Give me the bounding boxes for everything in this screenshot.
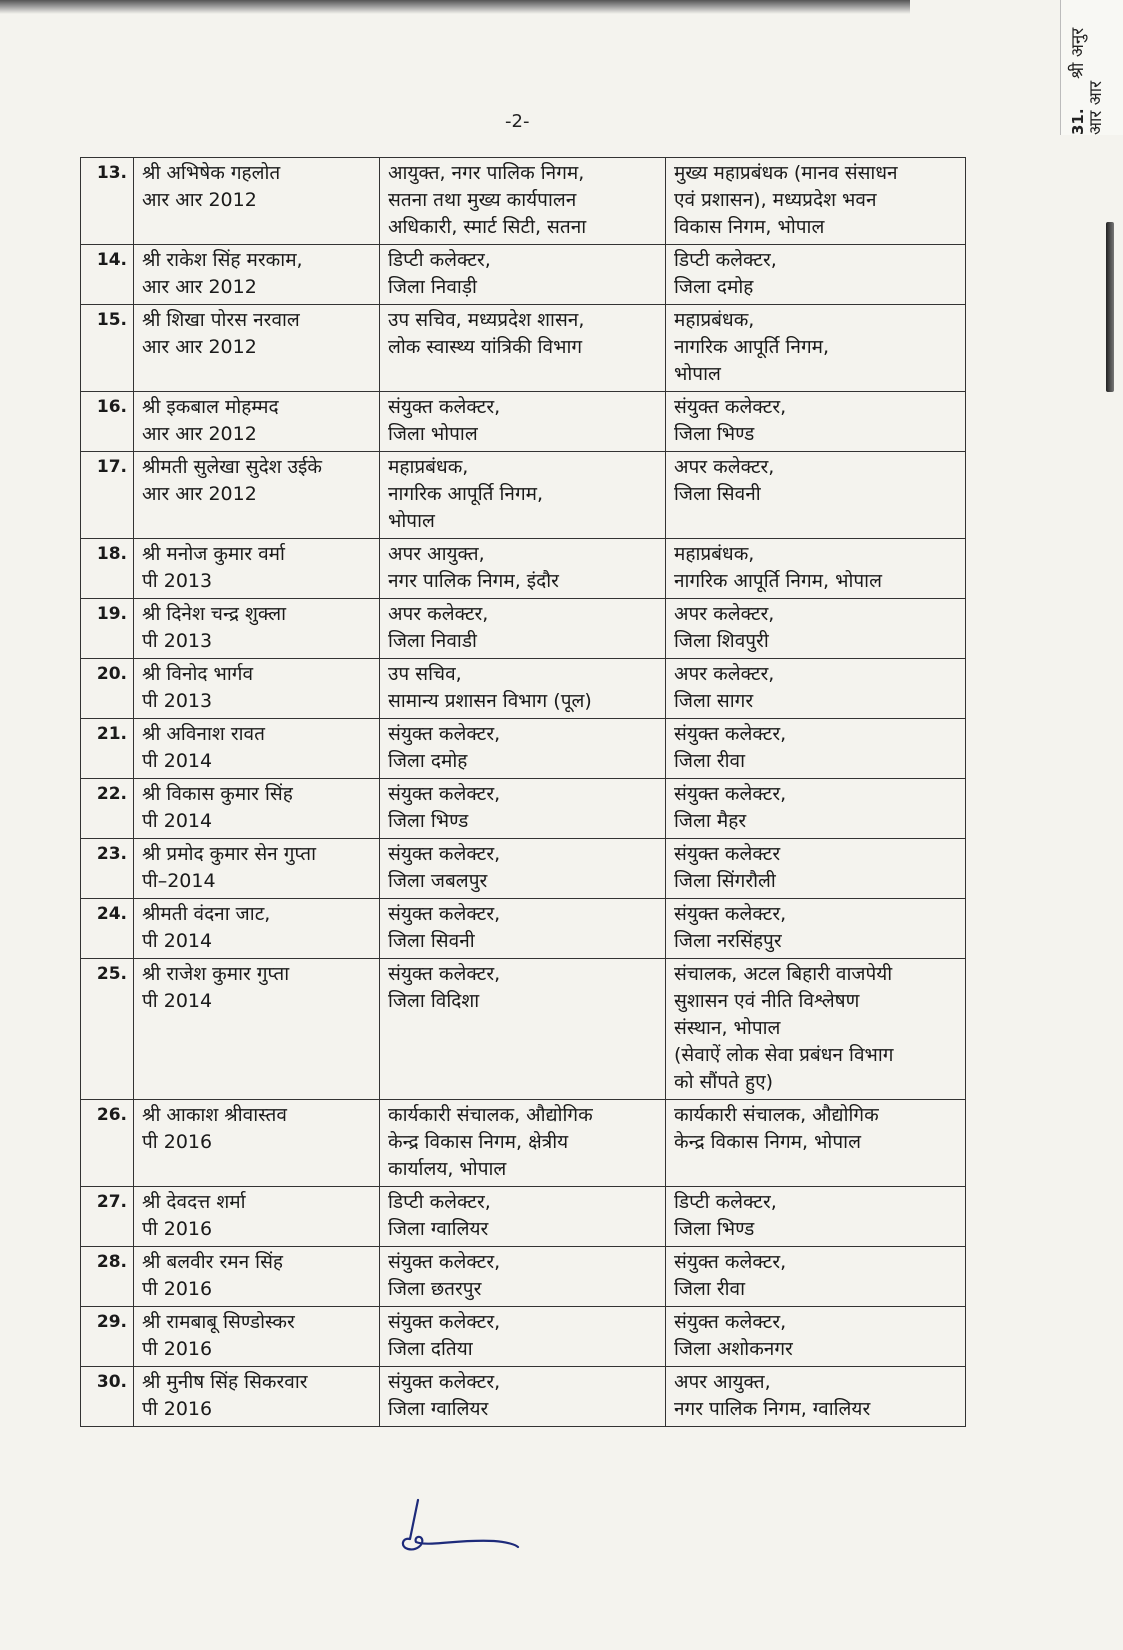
serial-number: 20. [81, 659, 134, 719]
officer-batch: पी 2014 [142, 930, 213, 952]
serial-number: 13. [81, 158, 134, 245]
current-posting-line: अपर आयुक्त, [388, 543, 485, 565]
current-posting-line: जिला ग्वालियर [388, 1218, 489, 1240]
officer-batch: पी 2014 [142, 810, 213, 832]
new-posting-line: जिला मैहर [674, 810, 747, 832]
new-posting-line: संयुक्त कलेक्टर, [674, 1251, 787, 1273]
officer-cell [134, 659, 380, 719]
serial-number: 14. [81, 245, 134, 305]
new-posting-line: जिला रीवा [674, 750, 746, 772]
officer-name: श्रीमती सुलेखा सुदेश उईके [142, 456, 322, 478]
officer-name: श्री राजेश कुमार गुप्ता [142, 963, 290, 985]
new-posting-cell [666, 245, 966, 305]
new-posting-line: संस्थान, भोपाल [674, 1017, 781, 1039]
table-row [81, 1100, 966, 1187]
current-posting-line: उप सचिव, [388, 663, 462, 685]
officer-batch: पी 2016 [142, 1131, 213, 1153]
new-posting-cell [666, 1100, 966, 1187]
officer-batch: पी 2014 [142, 990, 213, 1012]
new-posting-line: को सौंपते हुए) [674, 1071, 773, 1093]
new-posting-line: जिला भिण्ड [674, 1218, 755, 1240]
new-posting-line: संचालक, अटल बिहारी वाजपेयी [674, 963, 893, 985]
officer-batch: पी 2016 [142, 1398, 213, 1420]
officer-name: श्री इकबाल मोहम्मद [142, 396, 279, 418]
new-posting-line: महाप्रबंधक, [674, 543, 755, 565]
officer-batch: आर आर 2012 [142, 276, 257, 298]
new-posting-line: जिला शिवपुरी [674, 630, 769, 652]
serial-number: 26. [81, 1100, 134, 1187]
new-posting-line: सुशासन एवं नीति विश्लेषण [674, 990, 860, 1012]
current-posting-cell [380, 1307, 666, 1367]
adjacent-page-line1: श्री अनुर [1068, 27, 1088, 80]
current-posting-line: संयुक्त कलेक्टर, [388, 843, 501, 865]
officer-batch: आर आर 2012 [142, 336, 257, 358]
serial-number: 19. [81, 599, 134, 659]
current-posting-line: कार्यकारी संचालक, औद्योगिक [388, 1104, 593, 1126]
new-posting-line: मुख्य महाप्रबंधक (मानव संसाधन [674, 162, 898, 184]
new-posting-cell [666, 659, 966, 719]
new-posting-cell [666, 158, 966, 245]
new-posting-line: जिला सिंगरौली [674, 870, 776, 892]
officer-cell [134, 1307, 380, 1367]
officer-cell [134, 1187, 380, 1247]
table-row [81, 959, 966, 1100]
officer-name: श्री देवदत्त शर्मा [142, 1191, 246, 1213]
current-posting-cell [380, 452, 666, 539]
serial-number: 29. [81, 1307, 134, 1367]
new-posting-cell [666, 1307, 966, 1367]
officer-batch: आर आर 2012 [142, 189, 257, 211]
current-posting-cell [380, 1247, 666, 1307]
serial-number: 15. [81, 305, 134, 392]
officer-cell [134, 719, 380, 779]
officer-name: श्री आकाश श्रीवास्तव [142, 1104, 287, 1126]
serial-number: 24. [81, 899, 134, 959]
current-posting-line: नागरिक आपूर्ति निगम, [388, 483, 544, 505]
current-posting-line: डिप्टी कलेक्टर, [388, 1191, 491, 1213]
table-row [81, 779, 966, 839]
table-row [81, 659, 966, 719]
officer-batch: पी 2014 [142, 750, 213, 772]
table-row [81, 158, 966, 245]
current-posting-line: जिला निवाडी [388, 630, 477, 652]
current-posting-line: जिला ग्वालियर [388, 1398, 489, 1420]
officer-batch: पी–2014 [142, 870, 216, 892]
table-row [81, 719, 966, 779]
signature-icon [398, 1495, 528, 1555]
current-posting-cell [380, 599, 666, 659]
new-posting-line: जिला अशोकनगर [674, 1338, 793, 1360]
current-posting-cell [380, 245, 666, 305]
table-row [81, 1367, 966, 1427]
officer-cell [134, 959, 380, 1100]
new-posting-line: (सेवाऐं लोक सेवा प्रबंधन विभाग [674, 1044, 894, 1066]
current-posting-line: जिला भोपाल [388, 423, 478, 445]
new-posting-cell [666, 305, 966, 392]
adjacent-page-serial: 31. [1069, 108, 1087, 135]
officer-name: श्री अभिषेक गहलोत [142, 162, 281, 184]
officer-cell [134, 305, 380, 392]
new-posting-line: संयुक्त कलेक्टर, [674, 903, 787, 925]
table-row [81, 452, 966, 539]
new-posting-line: संयुक्त कलेक्टर, [674, 783, 787, 805]
officer-cell [134, 599, 380, 659]
officer-batch: आर आर 2012 [142, 483, 257, 505]
new-posting-line: जिला भिण्ड [674, 423, 755, 445]
current-posting-cell [380, 839, 666, 899]
new-posting-cell [666, 959, 966, 1100]
new-posting-cell [666, 539, 966, 599]
officer-batch: पी 2016 [142, 1278, 213, 1300]
new-posting-line: संयुक्त कलेक्टर [674, 843, 781, 865]
current-posting-line: संयुक्त कलेक्टर, [388, 783, 501, 805]
new-posting-line: संयुक्त कलेक्टर, [674, 1311, 787, 1333]
new-posting-line: अपर आयुक्त, [674, 1371, 771, 1393]
officer-name: श्री राकेश सिंह मरकाम, [142, 249, 303, 271]
new-posting-cell [666, 839, 966, 899]
transfer-table-body [81, 158, 966, 1427]
new-posting-cell [666, 719, 966, 779]
new-posting-cell [666, 779, 966, 839]
current-posting-cell [380, 1367, 666, 1427]
officer-name: श्री शिखा पोरस नरवाल [142, 309, 300, 331]
serial-number: 25. [81, 959, 134, 1100]
scan-edge-shadow [1106, 222, 1114, 392]
serial-number: 30. [81, 1367, 134, 1427]
new-posting-line: भोपाल [674, 363, 721, 385]
page-number: -2- [505, 111, 530, 132]
officer-cell [134, 1100, 380, 1187]
serial-number: 17. [81, 452, 134, 539]
current-posting-line: जिला निवाड़ी [388, 276, 477, 298]
officer-name: श्री रामबाबू सिण्डोस्कर [142, 1311, 295, 1333]
current-posting-cell [380, 305, 666, 392]
new-posting-line: जिला नरसिंहपुर [674, 930, 782, 952]
serial-number: 22. [81, 779, 134, 839]
current-posting-line: महाप्रबंधक, [388, 456, 469, 478]
current-posting-line: संयुक्त कलेक्टर, [388, 1371, 501, 1393]
new-posting-line: नगर पालिक निगम, ग्वालियर [674, 1398, 871, 1420]
officer-name: श्रीमती वंदना जाट, [142, 903, 271, 925]
adjacent-page-fragment [1060, 0, 1123, 135]
current-posting-cell [380, 959, 666, 1100]
officer-cell [134, 245, 380, 305]
new-posting-cell [666, 1187, 966, 1247]
officer-cell [134, 1367, 380, 1427]
serial-number: 16. [81, 392, 134, 452]
current-posting-cell [380, 1100, 666, 1187]
current-posting-line: जिला जबलपुर [388, 870, 488, 892]
current-posting-line: संयुक्त कलेक्टर, [388, 1311, 501, 1333]
table-row [81, 1247, 966, 1307]
new-posting-line: एवं प्रशासन), मध्यप्रदेश भवन [674, 189, 877, 211]
table-row [81, 899, 966, 959]
new-posting-line: जिला सिवनी [674, 483, 761, 505]
officer-name: श्री विकास कुमार सिंह [142, 783, 293, 805]
current-posting-cell [380, 1187, 666, 1247]
current-posting-line: जिला विदिशा [388, 990, 480, 1012]
new-posting-line: संयुक्त कलेक्टर, [674, 396, 787, 418]
officer-cell [134, 1247, 380, 1307]
serial-number: 27. [81, 1187, 134, 1247]
new-posting-line: अपर कलेक्टर, [674, 603, 775, 625]
scan-shadow [0, 0, 910, 14]
current-posting-cell [380, 392, 666, 452]
serial-number: 28. [81, 1247, 134, 1307]
officer-name: श्री दिनेश चन्द्र शुक्ला [142, 603, 287, 625]
current-posting-line: संयुक्त कलेक्टर, [388, 903, 501, 925]
table-row [81, 305, 966, 392]
table-row [81, 1187, 966, 1247]
officer-cell [134, 899, 380, 959]
officer-cell [134, 539, 380, 599]
officer-name: श्री बलवीर रमन सिंह [142, 1251, 284, 1273]
current-posting-line: सतना तथा मुख्य कार्यपालन [388, 189, 577, 211]
new-posting-line: नागरिक आपूर्ति निगम, भोपाल [674, 570, 882, 592]
current-posting-line: संयुक्त कलेक्टर, [388, 723, 501, 745]
officer-name: श्री विनोद भार्गव [142, 663, 254, 685]
new-posting-cell [666, 392, 966, 452]
new-posting-line: संयुक्त कलेक्टर, [674, 723, 787, 745]
current-posting-line: आयुक्त, नगर पालिक निगम, [388, 162, 585, 184]
new-posting-line: जिला रीवा [674, 1278, 746, 1300]
officer-cell [134, 839, 380, 899]
adjacent-page-line2: आर आर [1086, 80, 1106, 135]
adjacent-page-text [1069, 0, 1123, 135]
new-posting-cell [666, 899, 966, 959]
new-posting-line: केन्द्र विकास निगम, भोपाल [674, 1131, 861, 1153]
current-posting-line: नगर पालिक निगम, इंदौर [388, 570, 559, 592]
officer-cell [134, 392, 380, 452]
current-posting-cell [380, 779, 666, 839]
current-posting-line: संयुक्त कलेक्टर, [388, 1251, 501, 1273]
officer-cell [134, 779, 380, 839]
officer-name: श्री अविनाश रावत [142, 723, 265, 745]
new-posting-line: विकास निगम, भोपाल [674, 216, 825, 238]
table-row [81, 1307, 966, 1367]
current-posting-line: डिप्टी कलेक्टर, [388, 249, 491, 271]
current-posting-cell [380, 539, 666, 599]
current-posting-cell [380, 158, 666, 245]
current-posting-line: कार्यालय, भोपाल [388, 1158, 507, 1180]
current-posting-line: जिला दतिया [388, 1338, 473, 1360]
table-row [81, 839, 966, 899]
new-posting-cell [666, 452, 966, 539]
new-posting-cell [666, 599, 966, 659]
current-posting-line: अपर कलेक्टर, [388, 603, 489, 625]
current-posting-line: जिला भिण्ड [388, 810, 469, 832]
new-posting-line: महाप्रबंधक, [674, 309, 755, 331]
current-posting-line: भोपाल [388, 510, 435, 532]
current-posting-line: जिला सिवनी [388, 930, 475, 952]
new-posting-line: जिला सागर [674, 690, 754, 712]
new-posting-cell [666, 1247, 966, 1307]
officer-batch: पी 2016 [142, 1218, 213, 1240]
officer-cell [134, 452, 380, 539]
officer-batch: पी 2013 [142, 570, 213, 592]
current-posting-line: उप सचिव, मध्यप्रदेश शासन, [388, 309, 585, 331]
current-posting-line: लोक स्वास्थ्य यांत्रिकी विभाग [388, 336, 583, 358]
current-posting-cell [380, 899, 666, 959]
officer-name: श्री प्रमोद कुमार सेन गुप्ता [142, 843, 317, 865]
current-posting-line: अधिकारी, स्मार्ट सिटी, सतना [388, 216, 587, 238]
serial-number: 21. [81, 719, 134, 779]
current-posting-line: संयुक्त कलेक्टर, [388, 396, 501, 418]
new-posting-line: नागरिक आपूर्ति निगम, [674, 336, 830, 358]
current-posting-line: सामान्य प्रशासन विभाग (पूल) [388, 690, 592, 712]
officer-name: श्री मनोज कुमार वर्मा [142, 543, 285, 565]
table-row [81, 599, 966, 659]
officer-batch: आर आर 2012 [142, 423, 257, 445]
officer-cell [134, 158, 380, 245]
current-posting-line: संयुक्त कलेक्टर, [388, 963, 501, 985]
current-posting-line: केन्द्र विकास निगम, क्षेत्रीय [388, 1131, 569, 1153]
current-posting-line: जिला दमोह [388, 750, 468, 772]
table-row [81, 245, 966, 305]
officer-batch: पी 2013 [142, 630, 213, 652]
new-posting-line: कार्यकारी संचालक, औद्योगिक [674, 1104, 879, 1126]
officer-batch: पी 2013 [142, 690, 213, 712]
new-posting-line: डिप्टी कलेक्टर, [674, 249, 777, 271]
current-posting-line: जिला छतरपुर [388, 1278, 482, 1300]
new-posting-line: जिला दमोह [674, 276, 754, 298]
transfer-order-table [80, 157, 966, 1427]
serial-number: 23. [81, 839, 134, 899]
serial-number: 18. [81, 539, 134, 599]
new-posting-cell [666, 1367, 966, 1427]
new-posting-line: डिप्टी कलेक्टर, [674, 1191, 777, 1213]
new-posting-line: अपर कलेक्टर, [674, 663, 775, 685]
officer-name: श्री मुनीष सिंह सिकरवार [142, 1371, 308, 1393]
current-posting-cell [380, 719, 666, 779]
current-posting-cell [380, 659, 666, 719]
new-posting-line: अपर कलेक्टर, [674, 456, 775, 478]
officer-batch: पी 2016 [142, 1338, 213, 1360]
table-row [81, 392, 966, 452]
table-row [81, 539, 966, 599]
